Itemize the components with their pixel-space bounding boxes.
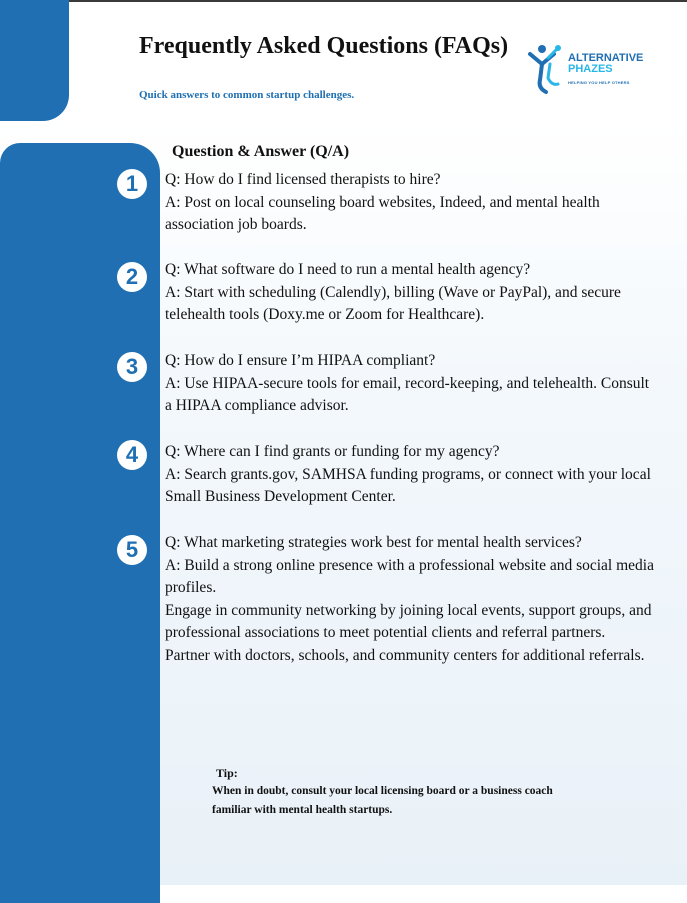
faq-answer: A: Build a strong online presence with a professional website and social media profiles. — [165, 556, 654, 596]
faq-question: Q: How do I ensure I’m HIPAA compliant? — [165, 352, 436, 369]
logo-tagline: HELPING YOU HELP OTHERS — [568, 80, 630, 85]
faq-number-badge: 1 — [117, 169, 147, 199]
faq-item — [165, 169, 655, 237]
faq-item — [165, 259, 655, 327]
faq-question: Q: Where can I find grants or funding for my agency? — [165, 443, 500, 460]
faq-item — [165, 532, 655, 667]
tip-text: When in doubt, consult your local licensing board or a business coach familiar with mental health startups. — [212, 785, 553, 816]
faq-number-badge: 2 — [117, 262, 147, 292]
logo-name-line2: PHAZES — [568, 63, 613, 75]
tip-label: Tip: — [216, 766, 238, 780]
section-heading: Question & Answer (Q/A) — [172, 143, 350, 160]
faq-item — [165, 441, 655, 509]
logo-wordmark — [568, 53, 643, 75]
top-border — [0, 0, 687, 2]
header-accent-tab — [0, 0, 69, 121]
sidebar-accent-panel — [0, 143, 160, 903]
page-subtitle: Quick answers to common startup challenges. — [139, 89, 355, 101]
faq-answer-continued: Partner with doctors, schools, and community centers for additional referrals. — [165, 646, 645, 664]
faq-number-badge: 3 — [117, 352, 147, 382]
faq-question: Q: How do I find licensed therapists to hire? — [165, 171, 441, 188]
faq-number-badge: 5 — [117, 535, 147, 565]
faq-answer: A: Search grants.gov, SAMHSA funding programs, or connect with your local Small Business Development Center. — [165, 465, 651, 505]
faq-question: Q: What software do I need to run a mental health agency? — [165, 261, 531, 278]
faq-answer: A: Post on local counseling board websites, Indeed, and mental health association job boards. — [165, 193, 600, 233]
faq-answer: A: Use HIPAA-secure tools for email, record-keeping, and telehealth. Consult a HIPAA compliance advisor. — [165, 374, 650, 414]
faq-item — [165, 350, 655, 418]
faq-number-badge: 4 — [117, 440, 147, 470]
page-title: Frequently Asked Questions (FAQs) — [139, 33, 509, 59]
faq-answer-continued: Engage in community networking by joining local events, support groups, and professional associations to meet potential clients and referral partners. — [165, 601, 652, 641]
faq-question: Q: What marketing strategies work best for mental health services? — [165, 534, 582, 551]
logo-name-line1: ALTERNATIVE — [568, 52, 644, 64]
faq-answer: A: Start with scheduling (Calendly), billing (Wave or PayPal), and secure telehealth tools (Doxy.me or Zoom for Healthcare). — [165, 283, 621, 323]
